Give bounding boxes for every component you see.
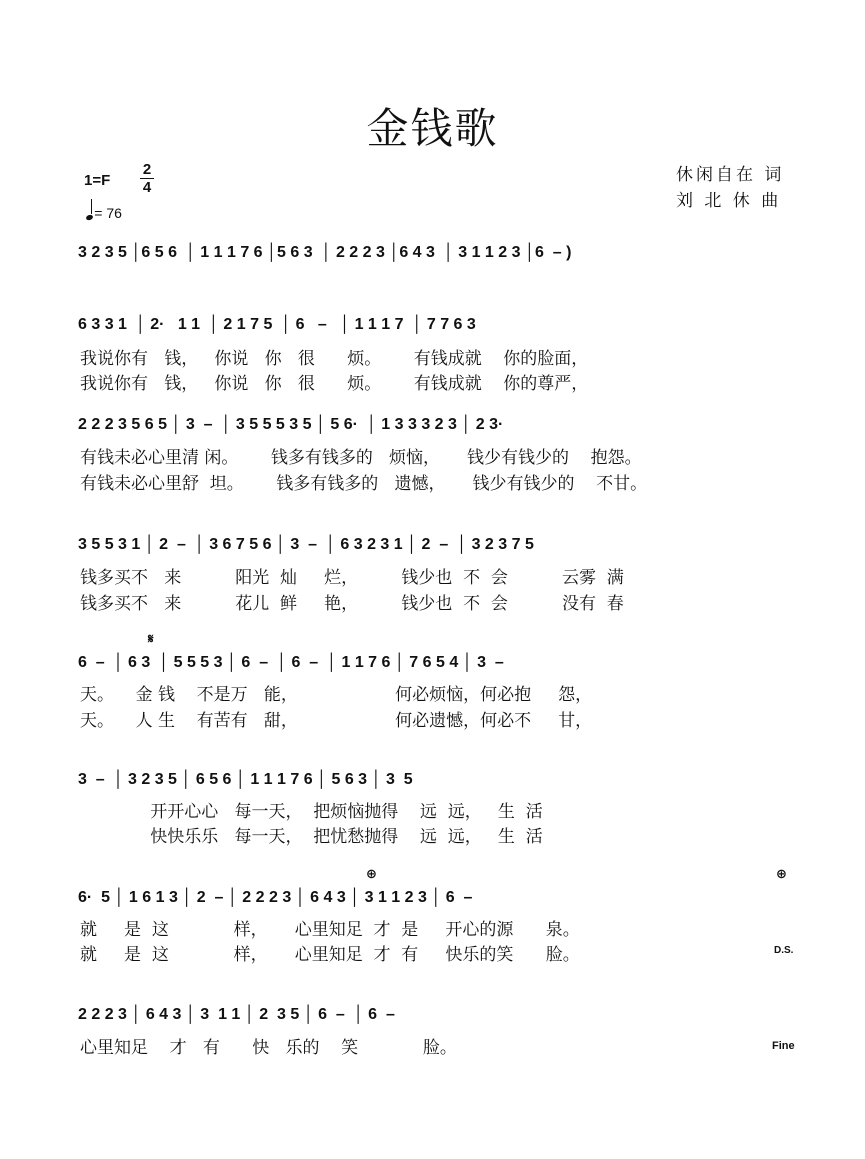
notation-row: 2 2 2 3 │ 6 4 3 │ 3 1 1 │ 2 3 5 │ 6 – │ 6 – xyxy=(78,1006,395,1023)
lyric-verse-1: 有钱未必心里清 闲。 钱多有钱多的 烦恼， 钱少有钱少的 抱怨。 xyxy=(80,448,642,468)
lyric-verse-2: 有钱未必心里舒 坦。 钱多有钱多的 遗憾， 钱少有钱少的 不甘。 xyxy=(80,474,648,494)
meter-top: 2 xyxy=(142,161,152,178)
song-title: 金钱歌 xyxy=(366,104,499,153)
lyric-verse-1: 开开心心 每一天， 把烦恼抛得 远 远， 生 活 xyxy=(80,802,543,822)
notation-row: 3 – │ 3 2 3 5 │ 6 5 6 │ 1 1 1 7 6 │ 5 6 3 │ 3 5 xyxy=(78,771,413,788)
tempo-marking xyxy=(86,203,122,221)
meter-bottom: 4 xyxy=(142,179,152,196)
composer-credit: 刘 北 休 曲 xyxy=(676,191,782,211)
notation-row: 3 5 5 3 1 │ 2 – │ 3 6 7 5 6 │ 3 – │ 6 3 2 3 1 │ 2 – │ 3 2 3 7 5 xyxy=(78,536,534,553)
ds-marking: D.S. xyxy=(774,945,794,956)
notation-row: 6 – │ 6 3 │ 5 5 5 3 │ 6 – │ 6 – │ 1 1 7 6 │ 7 6 5 4 │ 3 – xyxy=(78,654,504,671)
notation-row: 3 2 3 5 │6 5 6 │ 1 1 1 7 6 │5 6 3 │ 2 2 2 3 │6 4 3 │ 3 1 1 2 3 │6 – ) xyxy=(78,244,572,261)
lyric-verse-2: 快快乐乐 每一天， 把忧愁抛得 远 远， 生 活 xyxy=(80,827,543,847)
lyricist-credit: 休闲自在 词 xyxy=(676,165,785,185)
notation-row: 6 3 3 1 │ 2· 1 1 │ 2 1 7 5 │ 6 – │ 1 1 1 7 │ 7 7 6 3 xyxy=(78,316,476,333)
lyric-verse-2: 天。 人 生 有苦有 甜， 何必遗憾，何必不 甘， xyxy=(80,711,593,731)
note-stem-icon xyxy=(91,199,92,214)
lyric-verse-1: 我说你有 钱， 你说 你 很 烦。 有钱成就 你的脸面， xyxy=(80,349,589,369)
segno-icon: 𝄋 xyxy=(148,632,154,647)
notation-row: 2 2 2 3 5 6 5 │ 3 – │ 3 5 5 5 3 5 │ 5 6· │ 1 3 3 3 2 3 │ 2 3· xyxy=(78,416,504,433)
key-signature: 1=F xyxy=(84,172,111,189)
lyric-verse-1: 天。 金 钱 不是万 能， 何必烦恼，何必抱 怨， xyxy=(80,685,593,705)
coda-icon: ⊕ xyxy=(366,867,377,882)
lyric-verse-2: 就 是 这 样， 心里知足 才 有 快乐的笑 脸。 xyxy=(80,945,580,965)
coda-icon: ⊕ xyxy=(776,867,787,882)
fine-marking: Fine xyxy=(772,1040,795,1052)
lyric-verse-1: 就 是 这 样， 心里知足 才 是 开心的源 泉。 xyxy=(80,920,580,940)
lyric-verse-2: 钱多买不 来 花儿 鲜 艳， 钱少也 不 会 没有 春 xyxy=(80,594,624,614)
lyric-verse-2: 我说你有 钱， 你说 你 很 烦。 有钱成就 你的尊严， xyxy=(80,374,589,394)
notation-row: 6· 5 │ 1 6 1 3 │ 2 – │ 2 2 2 3 │ 6 4 3 │ 3 1 1 2 3 │ 6 – xyxy=(78,889,473,906)
tempo-value: = 76 xyxy=(94,205,122,221)
time-signature xyxy=(140,162,154,195)
lyric-verse-1: 心里知足 才 有 快 乐的 笑 脸。 xyxy=(80,1038,457,1058)
quarter-note-icon xyxy=(85,214,93,221)
lyric-verse-1: 钱多买不 来 阳光 灿 烂， 钱少也 不 会 云雾 满 xyxy=(80,568,624,588)
